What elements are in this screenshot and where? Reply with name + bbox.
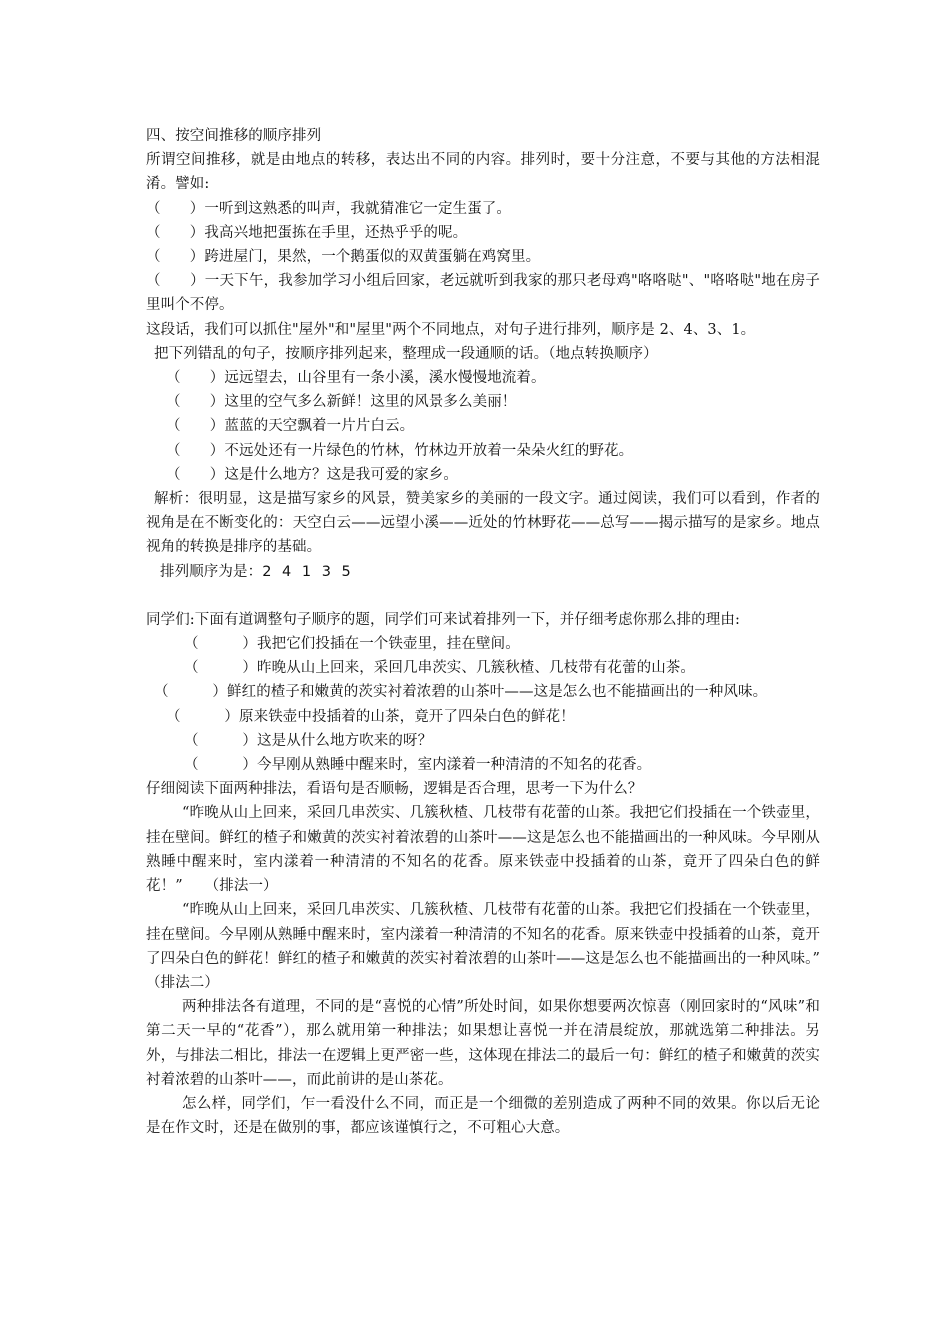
- task2-item: （ ）远远望去，山谷里有一条小溪，溪水慢慢地流着。: [166, 370, 546, 387]
- task3-question: 仔细阅读下面两种排法，看语句是否顺畅，逻辑是否合理，思考一下为什么？: [146, 781, 643, 798]
- example1-explanation: 这段话，我们可以抓住"屋外"和"屋里"两个不同地点，对句子进行排列，顺序是 2、4、3、1。: [146, 321, 756, 338]
- task3-item: （ ）鲜红的楂子和嫩黄的茨实衬着浓碧的山茶叶——这是怎么也不能描画出的一种风味。: [154, 684, 768, 701]
- conclusion-paragraph: 怎么样，同学们，乍一看没什么不同，而正是一个细微的差别造成了两种不同的效果。你以后无论是在作文时，还是在做别的事，都应该谨慎行之，不可粗心大意。: [146, 1095, 820, 1137]
- task2-answer: 2 4 1 3 5: [262, 563, 354, 580]
- discussion-paragraph: 两种排法各有道理，不同的是“喜悦的心情”所处时间，如果你想要两次惊喜（刚回家时的“风味”和第二天一早的“花香”），那么就用第一种排法；如果想让喜悦一并在清晨绽放，那就选第二种排法。另外，与排法二相比，排法一在逻辑上更严密一些，这体现在排法二的最后一句：鲜红的楂子和嫩黄的茨实衬着浓碧的山茶叶——，而此前讲的是山茶花。: [146, 999, 820, 1088]
- example1-item: （ ）跨进屋门，果然，一个鹅蛋似的双黄蛋躺在鸡窝里。: [146, 249, 541, 266]
- task2-item: （ ）蓝蓝的天空飘着一片片白云。: [166, 418, 415, 435]
- task3-item: （ ）昨晚从山上回来，采回几串茨实、几簇秋楂、几枝带有花蕾的山茶。: [184, 660, 695, 677]
- task3-item: （ ）今早刚从熟睡中醒来时，室内漾着一种清清的不知名的花香。: [184, 757, 652, 774]
- task3-item: （ ）这是从什么地方吹来的呀？: [184, 732, 433, 749]
- task2-item: （ ）这是什么地方？这是我可爱的家乡。: [166, 466, 458, 483]
- task3-intro: 同学们:下面有道调整句子顺序的题，同学们可来试着排列一下，并仔细考虑你那么排的理由:: [146, 611, 740, 628]
- method-two: “昨晚从山上回来，采回几串茨实、几簇秋楂、几枝带有花蕾的山茶。我把它们投插在一个铁壶里，挂在壁间。今早刚从熟睡中醒来时，室内漾着一种清清的不知名的花香。原来铁壶中投插着的山茶，竟开了四朵白色的鲜花！鲜红的楂子和嫩黄的茨实衬着浓碧的山茶叶——这是怎么也不能描画出的一种风味。” （排法二）: [146, 902, 850, 991]
- task2-intro: 把下列错乱的句子，按顺序排列起来，整理成一段通顺的话。（地点转换顺序）: [154, 345, 658, 362]
- task2-item: （ ）这里的空气多么新鲜！这里的风景多么美丽！: [166, 394, 517, 411]
- task2-answer-line: [146, 560, 820, 584]
- intro-paragraph: 所谓空间推移，就是由地点的转移，表达出不同的内容。排列时，要十分注意，不要与其他的方法相混淆。譬如:: [146, 152, 820, 193]
- example1-item: （ ）我高兴地把蛋拣在手里，还热乎乎的呢。: [146, 224, 468, 241]
- task2-analysis: 解析：很明显，这是描写家乡的风景，赞美家乡的美丽的一段文字。通过阅读，我们可以看到，作者的视角是在不断变化的：天空白云——远望小溪——近处的竹林野花——总写——揭示描写的是家乡。地点视角的转换是排序的基础。: [146, 491, 820, 556]
- example1-item: （ ）一天下午，我参加学习小组后回家，老远就听到我家的那只老母鸡"咯咯哒"、"咯咯哒"地在房子里叫个不停。: [146, 273, 820, 314]
- task2-item: （ ）不远处还有一片绿色的竹林，竹林边开放着一朵朵火红的野花。: [166, 442, 634, 459]
- example1-item: （ ）一听到这熟悉的叫声，我就猜准它一定生蛋了。: [146, 200, 511, 217]
- task2-answer-label: 排列顺序为是：: [160, 563, 263, 580]
- section-heading: 四、按空间推移的顺序排列: [146, 128, 322, 144]
- document-body: [146, 124, 850, 1140]
- task3-item: （ ）我把它们投插在一个铁壶里，挂在壁间。: [184, 636, 520, 653]
- task3-item: （ ）原来铁壶中投插着的山茶，竟开了四朵白色的鲜花！: [166, 708, 575, 725]
- blank-line: [146, 584, 820, 608]
- method-one: “昨晚从山上回来，采回几串茨实、几簇秋楂、几枝带有花蕾的山茶。我把它们投插在一个铁壶里，挂在壁间。鲜红的楂子和嫩黄的茨实衬着浓碧的山茶叶——这是怎么也不能描画出的一种风味。今早刚从熟睡中醒来时，室内漾着一种清清的不知名的花香。原来铁壶中投插着的山茶，竟开了四朵白色的鲜花！” （排法一）: [146, 805, 820, 895]
